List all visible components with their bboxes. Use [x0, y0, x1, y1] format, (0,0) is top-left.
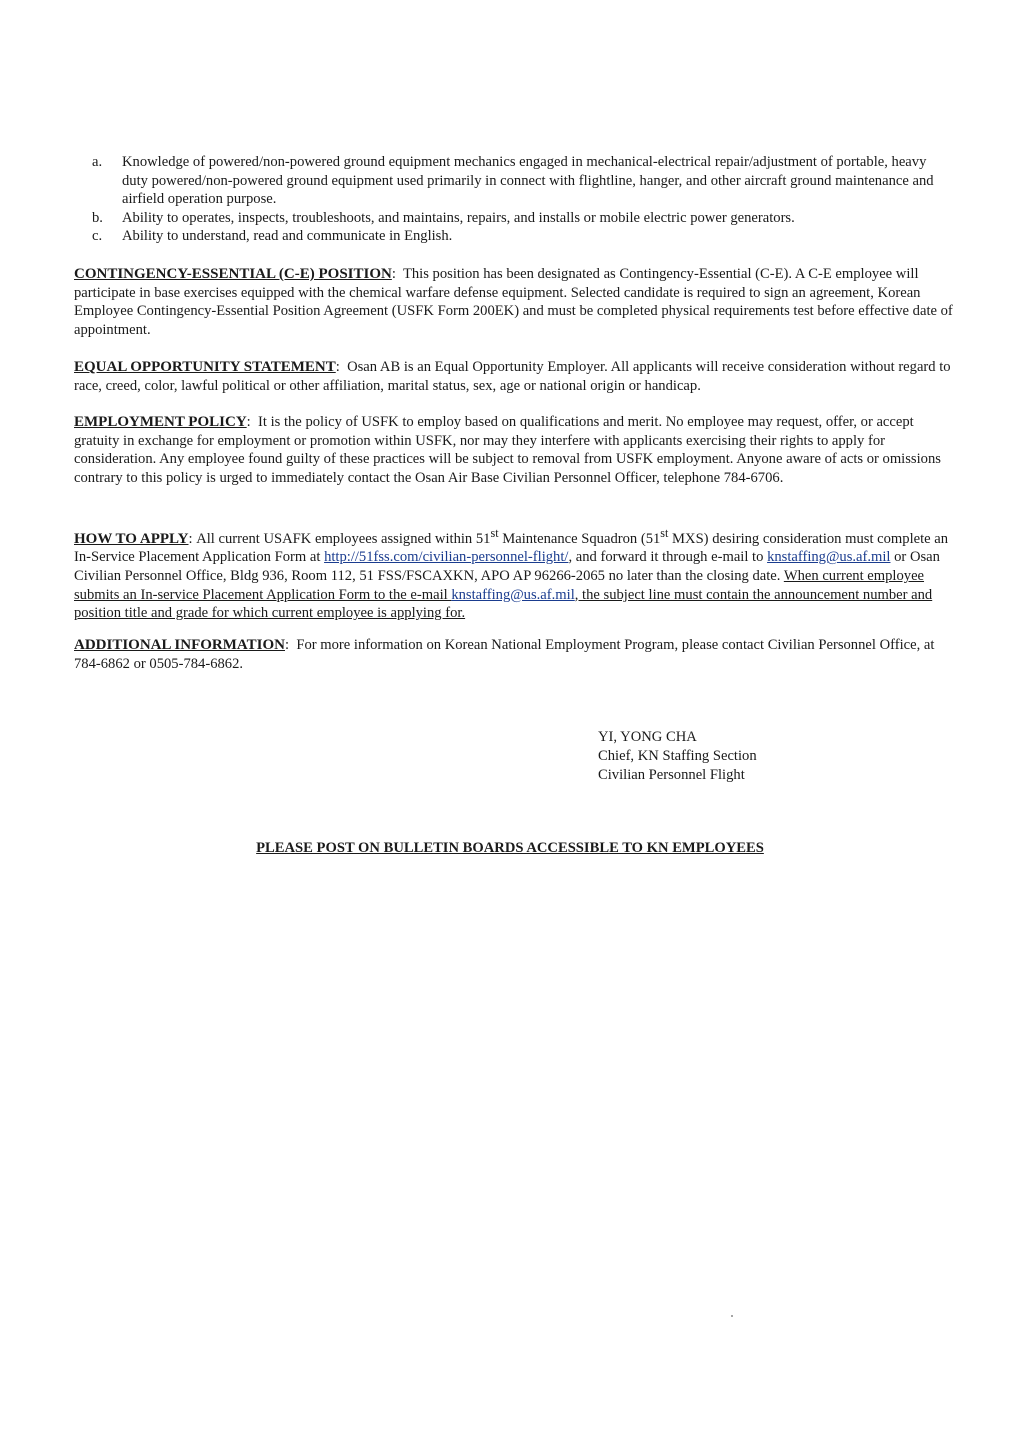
- requirement-marker: b.: [92, 209, 103, 226]
- requirements-list: [74, 153, 954, 246]
- requirement-marker: c.: [92, 228, 103, 245]
- additional-information-heading: ADDITIONAL INFORMATION: [74, 637, 285, 653]
- how-to-apply-text-3: MXS) desiring consideration must complete an In-Service Placement Application Form at: [74, 530, 949, 566]
- employment-policy-text: It is the policy of USFK to employ based on qualifications and merit. No employee may request, offer, or accept gratuity in exchange for employment or promotion within USFK, nor may they interfere with applicants exercising their rights to apply for consideration. Any employee found guilty of these practices will be subject to removal from USFK employment. Anyone aware of acts or omissions contrary to this policy is urged to immediately contact the Osan Air Base Civilian Personnel Officer, telephone 784-6706.: [74, 414, 941, 486]
- how-to-apply-section: HOW TO APPLY: All current USAFK employees assigned within 51st Maintenance Squadron (51st MXS) desiring consideration must complete an In-Service Placement Application Form at http://51fss.com/civilian-personnel-flight/, and forward it through e-mail to knstaffing@us.af.mil or Osan Civilian Personnel Office, Bldg 936, Room 112, 51 FSS/FSCAXKN, APO AP 96266-2065 no later than the closing date. When current employee submits an In-service Placement Application Form to the e-mail knstaffing@us.af.mil, the subject line must contain the announcement number and position title and grade for which current employee is applying for.: [74, 526, 949, 622]
- subject-line-instruction-2: , the subject line must contain the announcement number and position title and grade for which current employee is applying for.: [74, 586, 933, 622]
- how-to-apply-text-2: Maintenance Squadron (51: [498, 530, 661, 547]
- post-notice: PLEASE POST ON BULLETIN BOARDS ACCESSIBLE TO KN EMPLOYEES: [256, 840, 764, 856]
- how-to-apply-text-4: , and forward it through e-mail to: [568, 549, 768, 566]
- signatory-title: Chief, KN Staffing Section: [598, 748, 757, 764]
- requirement-marker: a.: [92, 154, 103, 170]
- contingency-heading: CONTINGENCY-ESSENTIAL (C-E) POSITION: [74, 266, 392, 282]
- contingency-text: This position has been designated as Contingency-Essential (C-E). A C-E employee will participate in base exercises equipped with the chemical warfare defense equipment. Selected candidate is required to sign an agreement, Korean Employee Contingency-Essential Position Agreement (USFK Form 200EK) and must be completed physical requirements test before effective date of appointment.: [74, 266, 953, 338]
- scan-speck: [731, 1315, 733, 1317]
- application-form-link[interactable]: http://51fss.com/civilian-personnel-flight/: [324, 549, 569, 566]
- requirement-item-c: [74, 227, 954, 246]
- requirement-item-b: [74, 209, 954, 228]
- signatory-office: Civilian Personnel Flight: [598, 767, 745, 783]
- requirement-item-a: [74, 153, 954, 209]
- equal-opportunity-section: EQUAL OPPORTUNITY STATEMENT: Osan AB is an Equal Opportunity Employer. All applicants will receive consideration without regard to race, creed, color, lawful political or other affiliation, marital status, sex, age or national origin or handicap.: [74, 359, 951, 394]
- requirement-text: Ability to operates, inspects, troubleshoots, and maintains, repairs, and installs or mobile electric power generators.: [122, 209, 795, 226]
- subject-line-instruction-1: When current employee submits an In-service Placement Application Form to the e-mail: [74, 568, 925, 603]
- additional-information-text: For more information on Korean National Employment Program, please contact Civilian Personnel Office, at 784-6862 or 0505-784-6862.: [74, 637, 935, 672]
- how-to-apply-text-5: or Osan Civilian Personnel Office, Bldg 936, Room 112, 51 FSS/FSCAXKN, APO AP 96266-2065 no later than the closing date.: [74, 549, 940, 585]
- employment-policy-heading: EMPLOYMENT POLICY: [74, 414, 247, 430]
- how-to-apply-heading: HOW TO APPLY: [74, 530, 189, 547]
- requirement-text: Ability to understand, read and communicate in English.: [122, 228, 453, 245]
- equal-opportunity-text: Osan AB is an Equal Opportunity Employer. All applicants will receive consideration without regard to race, creed, color, lawful political or other affiliation, marital status, sex, age or national origin or handicap.: [74, 359, 951, 394]
- ordinal-suffix: st: [490, 526, 499, 540]
- ordinal-suffix: st: [660, 526, 669, 540]
- employment-policy-section: EMPLOYMENT POLICY: It is the policy of USFK to employ based on qualifications and merit. No employee may request, offer, or accept gratuity in exchange for employment or promotion within USFK, nor may they interfere with applicants exercising their rights to apply for consideration. Any employee found guilty of these practices will be subject to removal from USFK employment. Anyone aware of acts or omissions contrary to this policy is urged to immediately contact the Osan Air Base Civilian Personnel Officer, telephone 784-6706.: [74, 414, 941, 486]
- equal-opportunity-heading: EQUAL OPPORTUNITY STATEMENT: [74, 359, 336, 375]
- signatory-name: YI, YONG CHA: [598, 729, 697, 745]
- requirement-text: Knowledge of powered/non-powered ground equipment mechanics engaged in mechanical-electrical repair/adjustment of portable, heavy duty powered/non-powered ground equipment used primarily in connect with flightline, hanger, and other aircraft ground maintenance and airfield operation purpose.: [122, 154, 934, 208]
- staffing-email-link-2[interactable]: knstaffing@us.af.mil: [451, 586, 575, 603]
- staffing-email-link[interactable]: knstaffing@us.af.mil: [767, 549, 891, 566]
- additional-information-section: ADDITIONAL INFORMATION: For more information on Korean National Employment Program, please contact Civilian Personnel Office, at 784-6862 or 0505-784-6862.: [74, 637, 935, 672]
- signature-block: [598, 728, 898, 785]
- how-to-apply-text-1: All current USAFK employees assigned within 51: [196, 530, 491, 547]
- contingency-section: CONTINGENCY-ESSENTIAL (C-E) POSITION: This position has been designated as Contingency-Essential (C-E). A C-E employee will participate in base exercises equipped with the chemical warfare defense equipment. Selected candidate is required to sign an agreement, Korean Employee Contingency-Essential Position Agreement (USFK Form 200EK) and must be completed physical requirements test before effective date of appointment.: [74, 266, 953, 338]
